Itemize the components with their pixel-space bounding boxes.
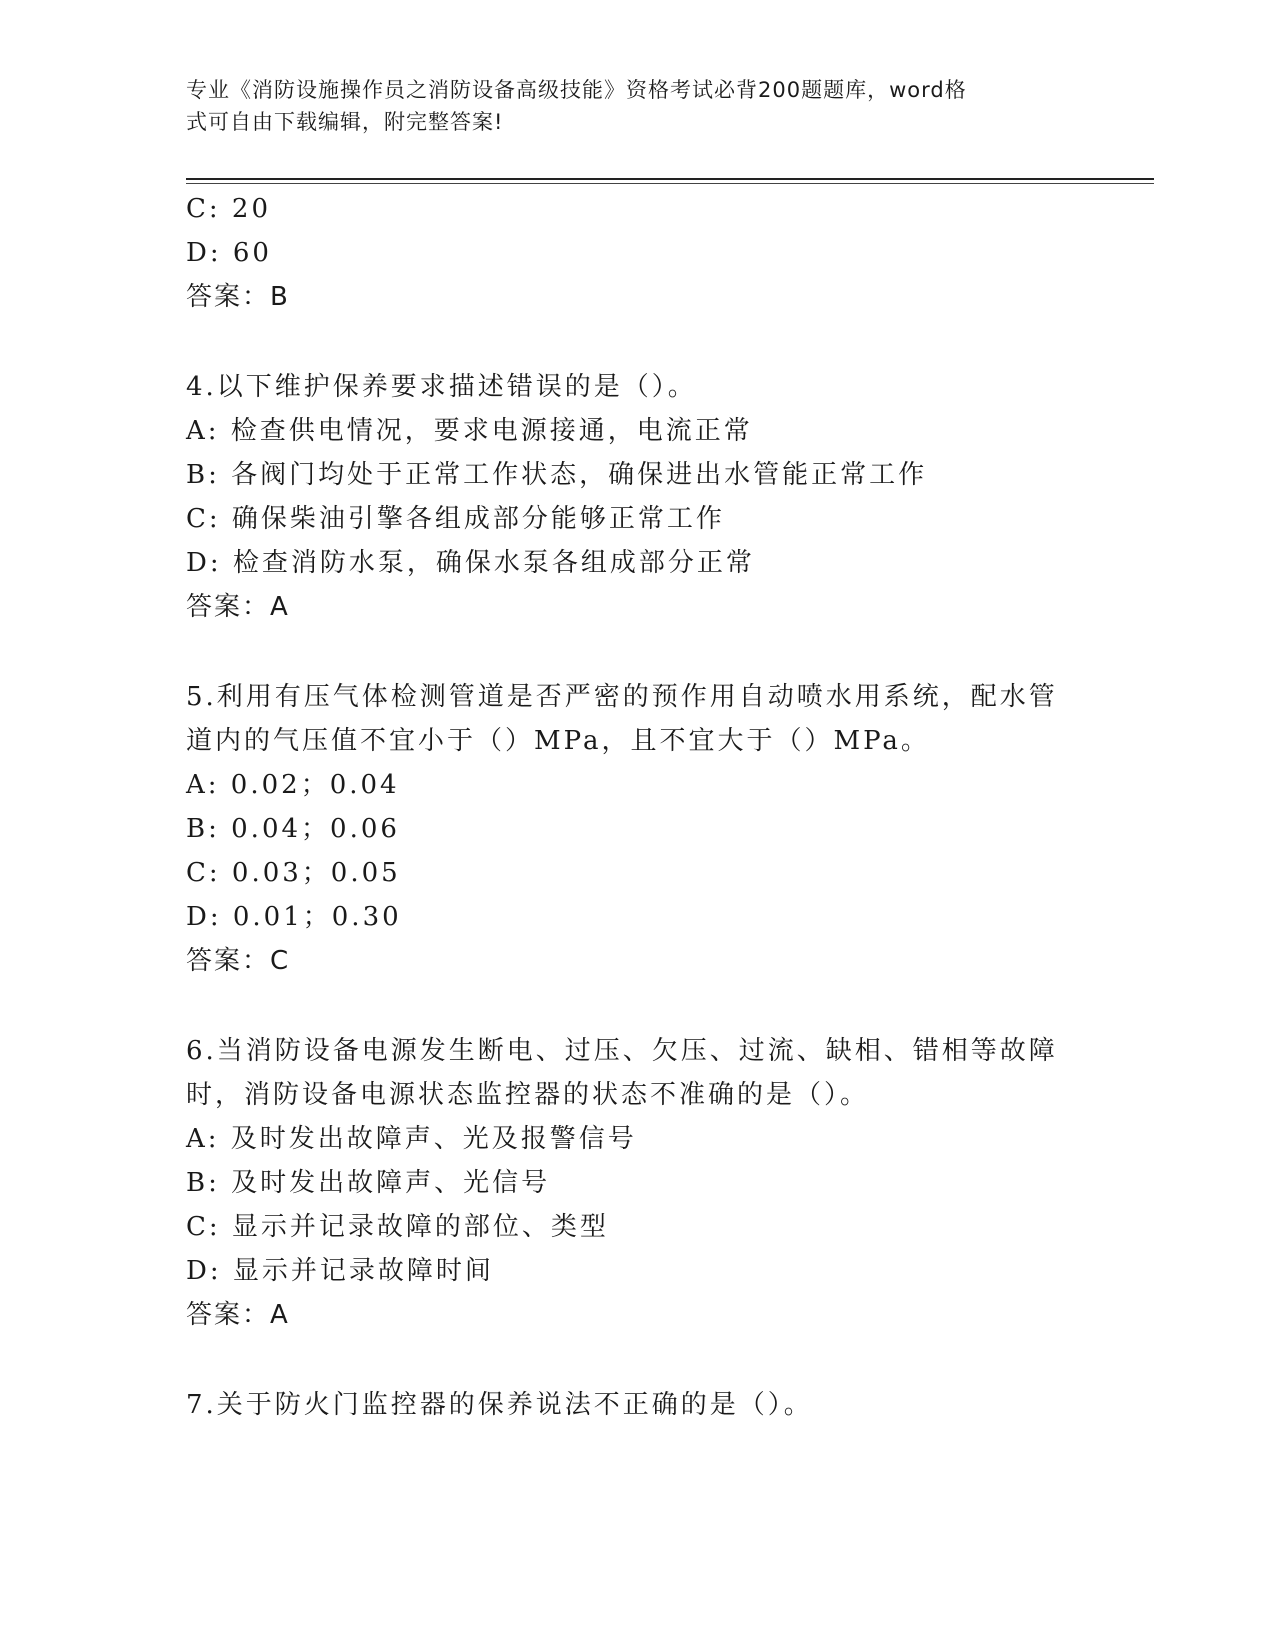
q6-option-d: D: 显示并记录故障时间 <box>186 1256 494 1286</box>
q3-option-c: C: 20 <box>186 194 272 224</box>
q5-option-a: A: 0.02；0.04 <box>186 770 400 800</box>
q5-question-line-2: 道内的气压值不宜小于（）MPa，且不宜大于（）MPa。 <box>186 726 930 756</box>
q4-answer: 答案：A <box>186 592 290 622</box>
q5-option-d: D: 0.01；0.30 <box>186 902 402 932</box>
document-header <box>186 74 1066 138</box>
q7-question: 7.关于防火门监控器的保养说法不正确的是（）。 <box>186 1390 813 1420</box>
q4-option-d: D: 检查消防水泵，确保水泵各组成部分正常 <box>186 548 755 578</box>
q6-answer: 答案：A <box>186 1300 290 1330</box>
q6-option-c: C: 显示并记录故障的部位、类型 <box>186 1212 609 1242</box>
q5-answer: 答案：C <box>186 946 291 976</box>
q3-answer: 答案：B <box>186 282 290 312</box>
header-divider-thick <box>186 178 1154 180</box>
q3-option-d: D: 60 <box>186 238 272 268</box>
q5-option-b: B: 0.04；0.06 <box>186 814 400 844</box>
q5-option-c: C: 0.03；0.05 <box>186 858 401 888</box>
header-divider-thin <box>186 183 1154 184</box>
q4-option-b: B: 各阀门均处于正常工作状态，确保进出水管能正常工作 <box>186 460 928 490</box>
header-line-1: 专业《消防设施操作员之消防设备高级技能》资格考试必背200题题库，word格 <box>186 78 967 102</box>
q6-question-line-2: 时，消防设备电源状态监控器的状态不准确的是（）。 <box>186 1080 870 1110</box>
q6-option-a: A: 及时发出故障声、光及报警信号 <box>186 1124 637 1154</box>
q6-question-line-1: 6.当消防设备电源发生断电、过压、欠压、过流、缺相、错相等故障 <box>186 1036 1058 1066</box>
q4-option-c: C: 确保柴油引擎各组成部分能够正常工作 <box>186 504 725 534</box>
q4-question: 4.以下维护保养要求描述错误的是（）。 <box>186 372 697 402</box>
q4-option-a: A: 检查供电情况，要求电源接通，电流正常 <box>186 416 753 446</box>
q6-option-b: B: 及时发出故障声、光信号 <box>186 1168 551 1198</box>
header-line-2: 式可自由下载编辑，附完整答案! <box>186 110 504 134</box>
q5-question-line-1: 5.利用有压气体检测管道是否严密的预作用自动喷水用系统，配水管 <box>186 682 1058 712</box>
